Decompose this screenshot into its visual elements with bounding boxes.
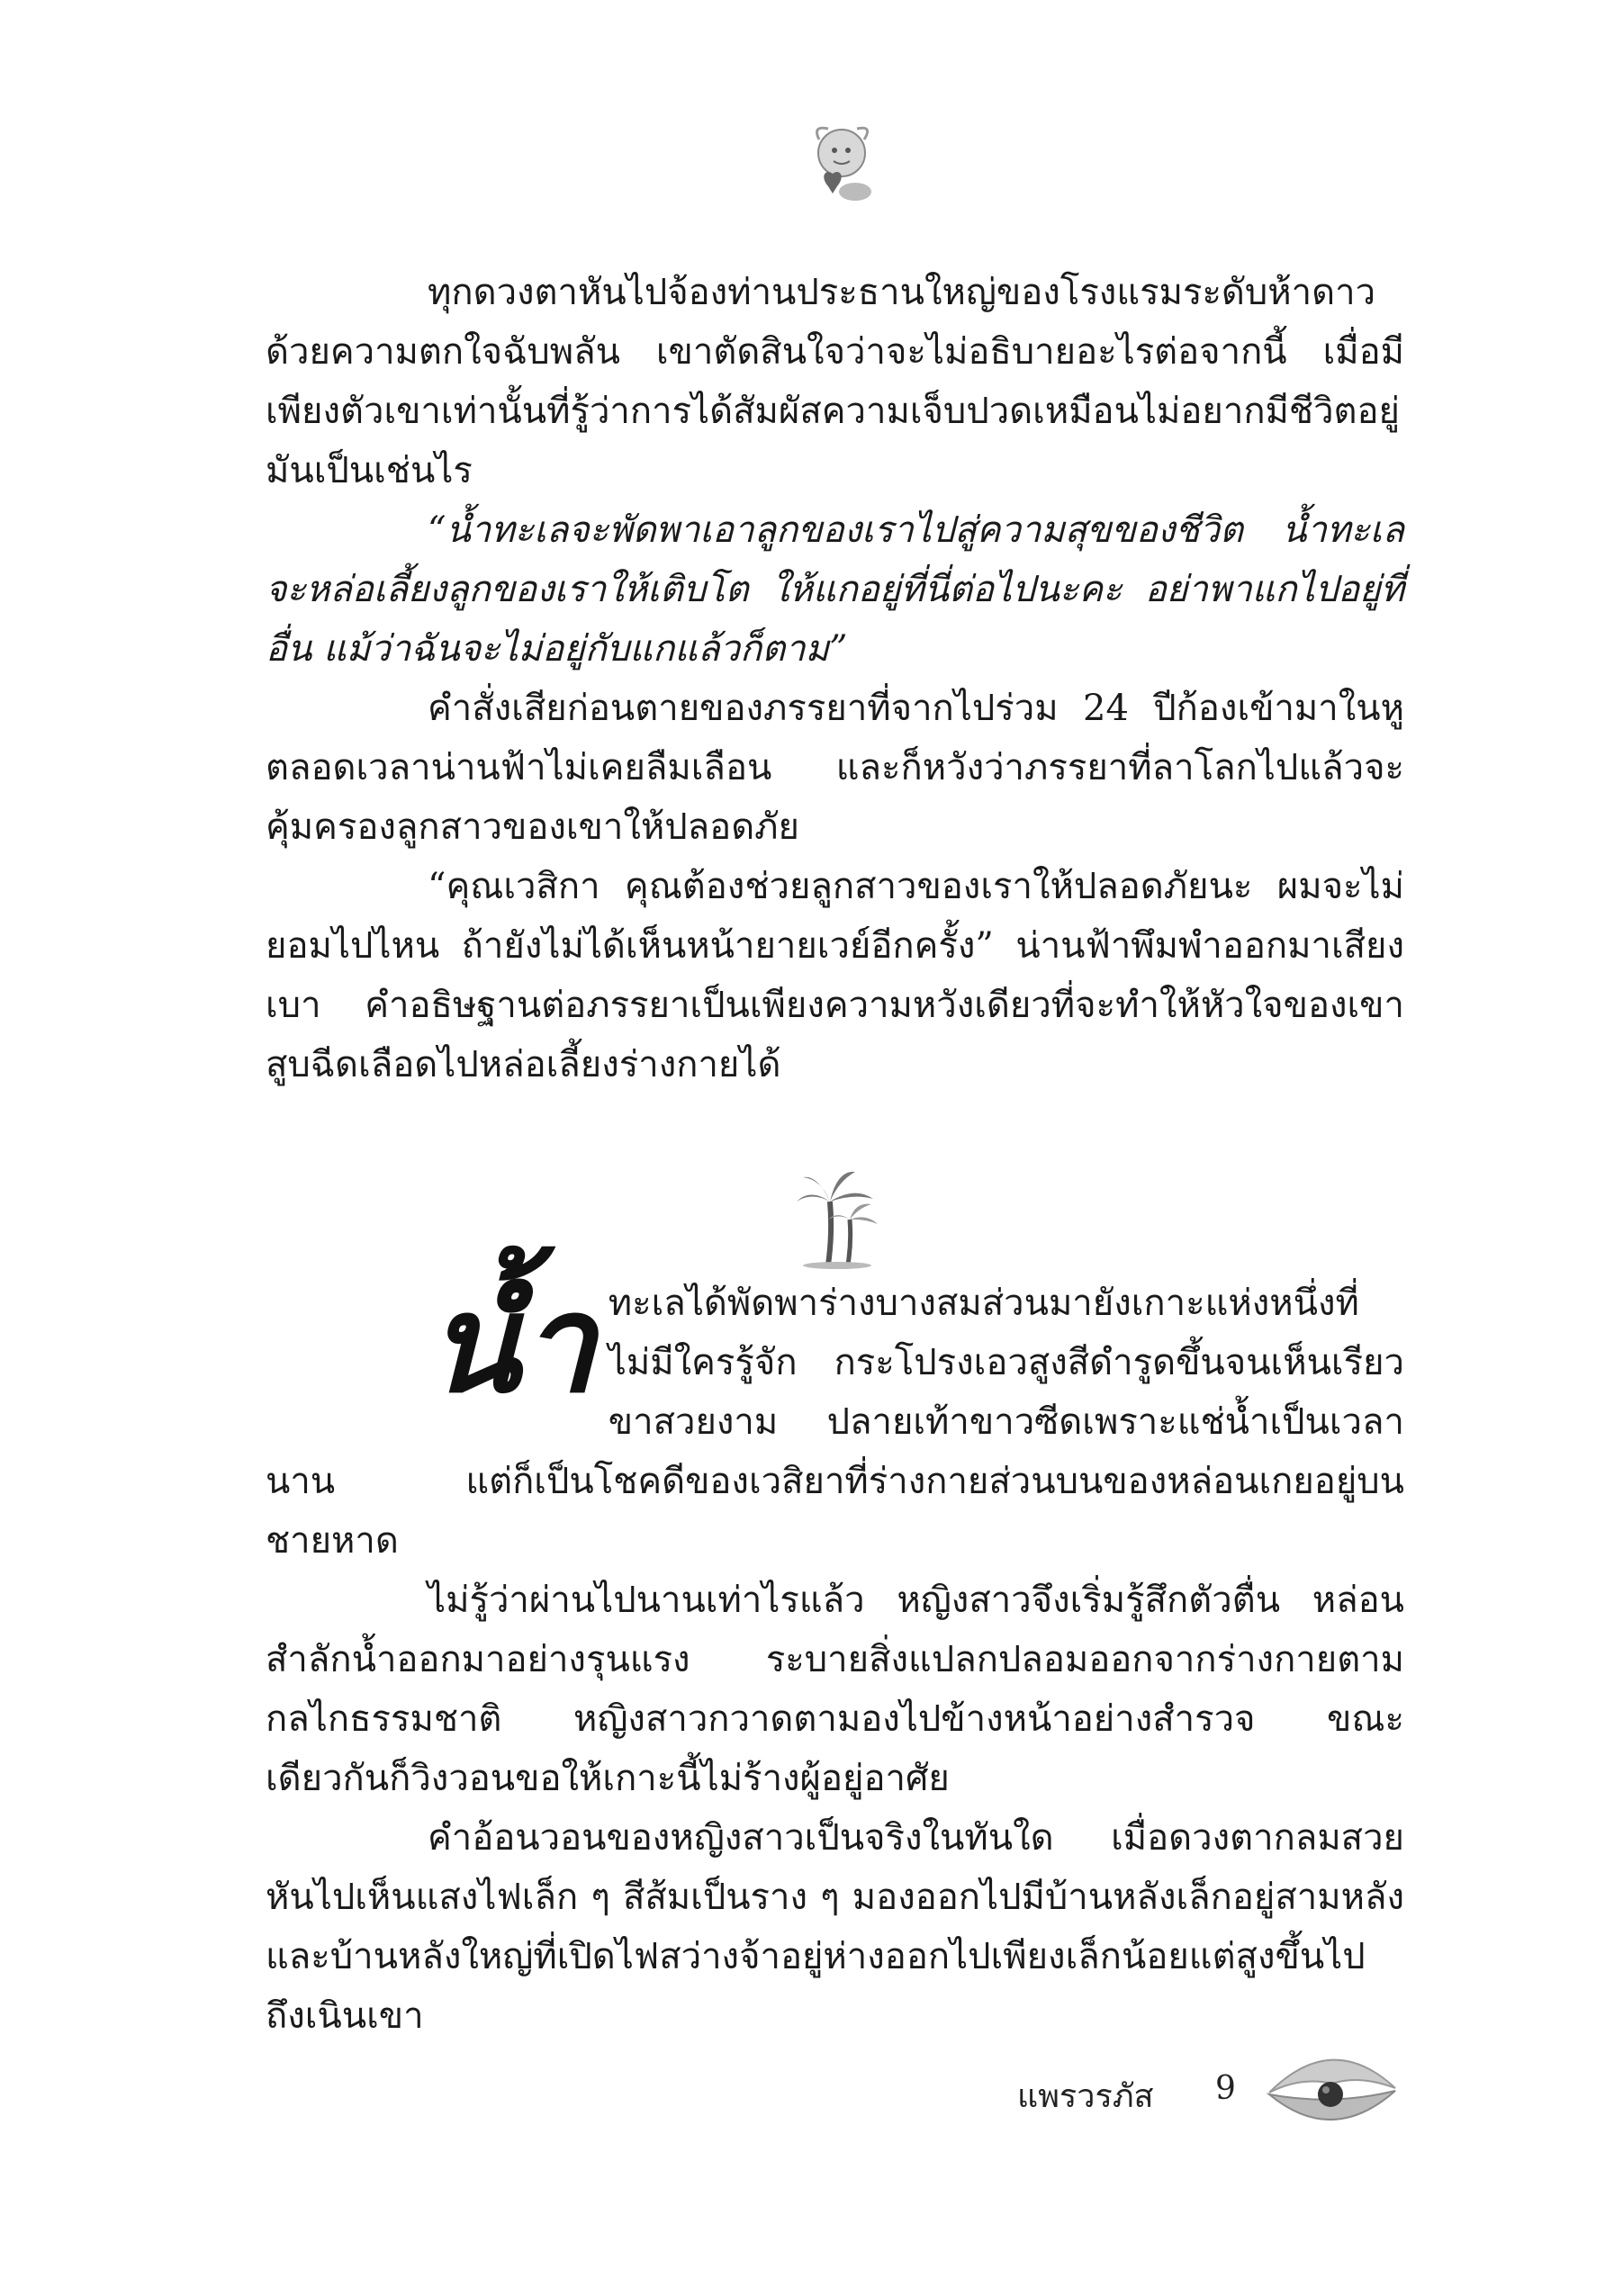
cherub-with-heart-icon bbox=[792, 113, 891, 212]
paragraph: คำสั่งเสียก่อนตายของภรรยาที่จากไปร่วม 24 ปีก้องเข้ามาในหูตลอดเวลาน่านฟ้าไม่เคยลืมเลือน และก็หวังว่าภรรยาที่ลาโลกไปแล้วจะคุ้มครองลูกสาวของเขาให้ปลอดภัย bbox=[266, 688, 1404, 848]
paragraph: ทุกดวงตาหันไปจ้องท่านประธานใหญ่ของโรงแรมระดับห้าดาวด้วยความตกใจฉับพลัน เขาตัดสินใจว่าจะไม่อธิบายอะไรต่อจากนี้ เมื่อมีเพียงตัวเขาเท่านั้นที่รู้ว่าการได้สัมผัสความเจ็บปวดเหมือนไม่อยากมีชีวิตอยู่มันเป็นเช่นไร bbox=[266, 272, 1404, 491]
page-number: 9 bbox=[1215, 2070, 1236, 2107]
paragraph: “คุณเวสิกา คุณต้องช่วยลูกสาวของเราให้ปลอดภัยนะ ผมจะไม่ยอมไปไหน ถ้ายังไม่ได้เห็นหน้ายายเวย์อีกครั้ง” น่านฟ้าพึมพำออกมาเสียงเบา คำอธิษฐานต่อภรรยาเป็นเพียงความหวังเดียวที่จะทำให้หัวใจของเขาสูบฉีดเลือดไปหล่อเลี้ยงร่างกายได้ bbox=[266, 866, 1404, 1085]
quote-paragraph: “น้ำทะเลจะพัดพาเอาลูกของเราไปสู่ความสุขของชีวิต น้ำทะเลจะหล่อเลี้ยงลูกของเราให้เติบโต ให้แกอยู่ที่นี่ต่อไปนะคะ อย่าพาแกไปอยู่ที่อื่น แม้ว่าฉันจะไม่อยู่กับแกแล้วก็ตาม” bbox=[266, 509, 1404, 670]
dropcap: น้ำ bbox=[428, 1265, 596, 1423]
paragraph-with-dropcap bbox=[266, 1238, 1404, 1571]
paragraph: ไม่รู้ว่าผ่านไปนานเท่าไรแล้ว หญิงสาวจึงเริ่มรู้สึกตัวตื่น หล่อนสำลักน้ำออกมาอย่างรุนแรง ระบายสิ่งแปลกปลอมออกจากร่างกายตามกลไกธรรมชาติ หญิงสาวกวาดตามองไปข้างหน้าอย่างสำรวจ ขณะเดียวกันก็วิงวอนขอให้เกาะนี้ไม่ร้างผู้อยู่อาศัย bbox=[266, 1580, 1404, 1799]
text-section-1 bbox=[266, 263, 1404, 1094]
book-title: แพรวรภัส bbox=[1017, 2078, 1154, 2115]
pearl-oyster-icon bbox=[1260, 2039, 1404, 2138]
paragraph-text: ทะเลได้พัดพาร่างบางสมส่วนมายังเกาะแห่งหนึ่งที่ไม่มีใครรู้จัก กระโปรงเอวสูงสีดำรูดขึ้นจนเห็นเรียวขาสวยงาม ปลายเท้าขาวซีดเพราะแช่น้ำเป็นเวลานาน แต่ก็เป็นโชคดีของเวสิยาที่ร่างกายส่วนบนของหล่อนเกยอยู่บนชายหาด bbox=[266, 1283, 1404, 1562]
text-section-2 bbox=[266, 1238, 1404, 2046]
paragraph: คำอ้อนวอนของหญิงสาวเป็นจริงในทันใด เมื่อดวงตากลมสวยหันไปเห็นแสงไฟเล็ก ๆ สีส้มเป็นราง ๆ มองออกไปมีบ้านหลังเล็กอยู่สามหลัง และบ้านหลังใหญ่ที่เปิดไฟสว่างจ้าอยู่ห่างออกไปเพียงเล็กน้อยแต่สูงขึ้นไปถึงเนินเขา bbox=[266, 1817, 1404, 2037]
